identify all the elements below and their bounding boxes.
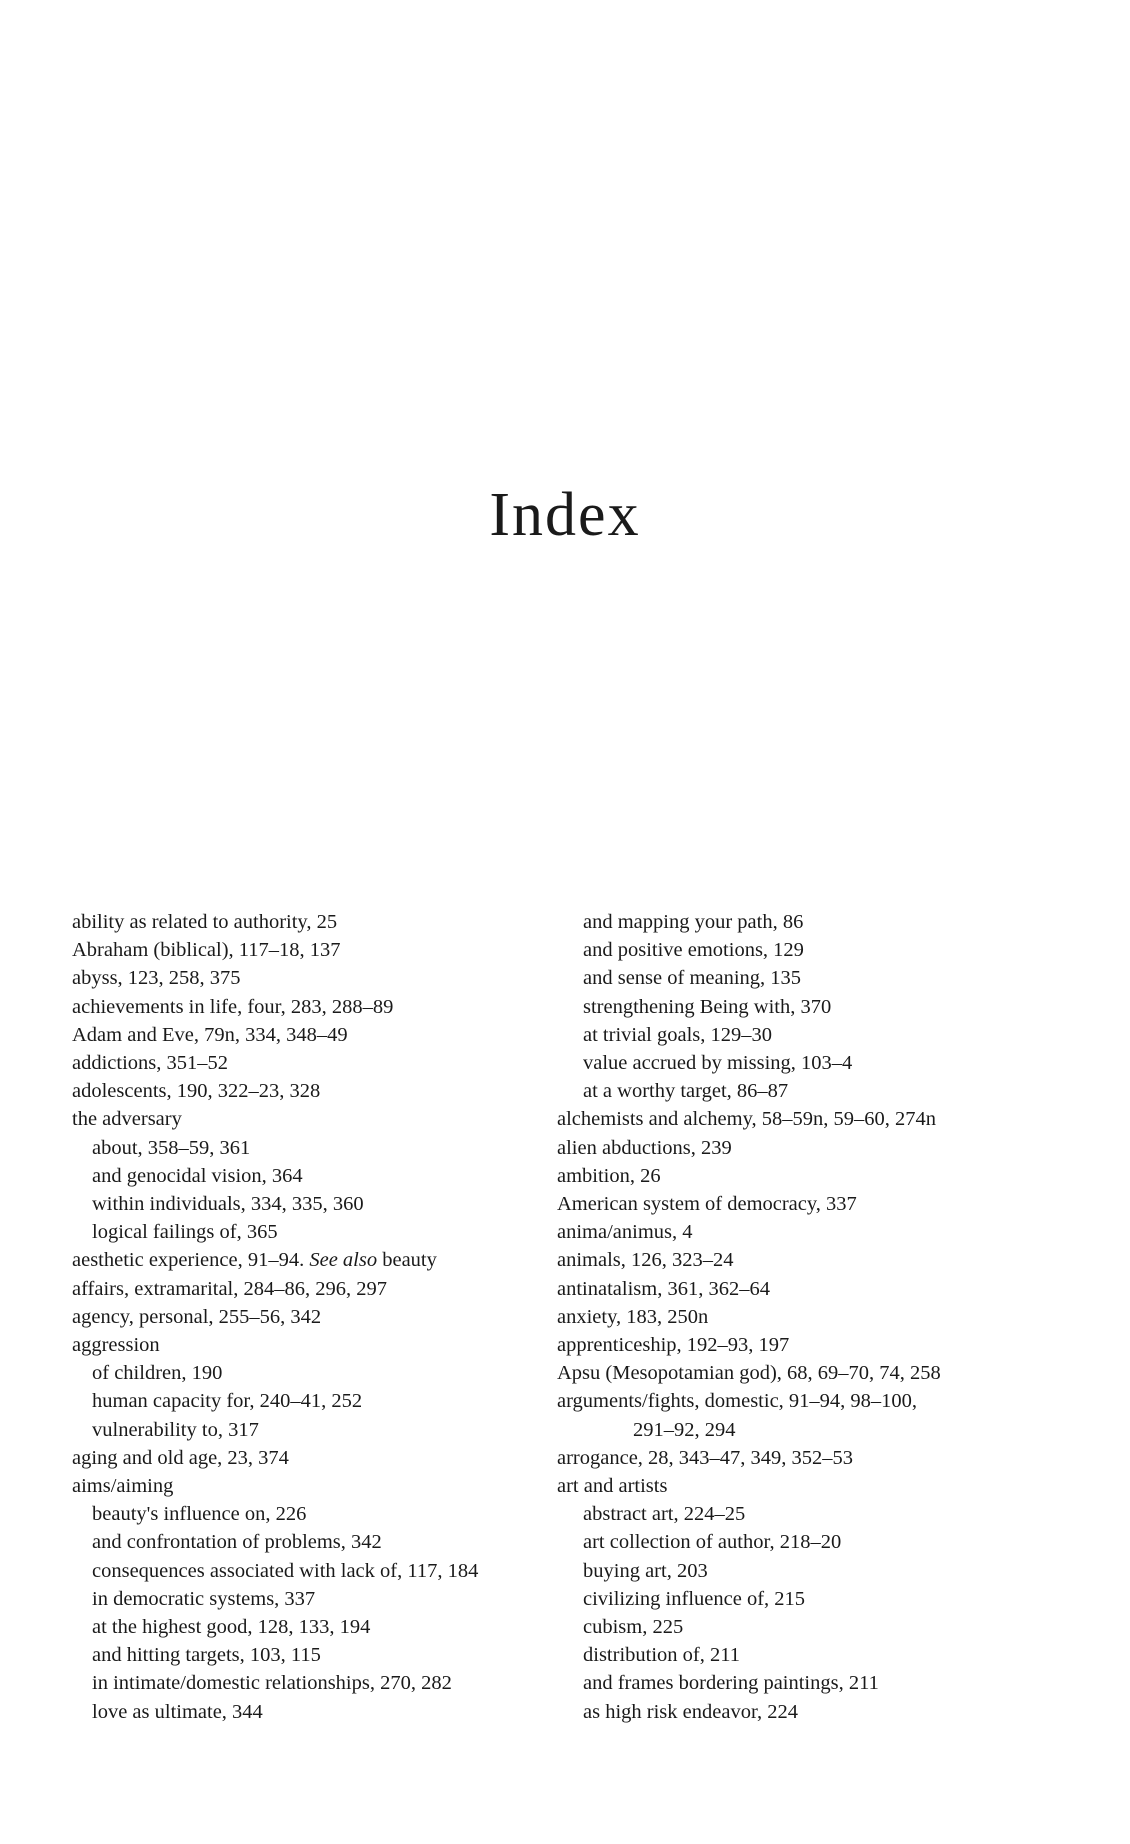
entry-text: arguments/fights, domestic, 91–94, 98–100, (557, 1390, 918, 1413)
entry-text: adolescents, 190, 322–23, 328 (72, 1080, 321, 1103)
see-also-target: beauty (382, 1249, 437, 1272)
entry-text: anima/animus, 4 (557, 1221, 693, 1244)
index-subentry (557, 936, 1057, 964)
index-subentry (557, 964, 1057, 992)
index-column-left (72, 908, 542, 1726)
index-subentry (557, 1528, 1057, 1556)
index-entry (557, 1275, 1057, 1303)
index-entry (72, 1444, 542, 1472)
entry-text: ambition, 26 (557, 1164, 661, 1187)
entry-text: and genocidal vision, 364 (92, 1164, 303, 1187)
index-entry (557, 1105, 1057, 1133)
index-entry (557, 1246, 1057, 1274)
index-entry (72, 1472, 542, 1500)
entry-text: buying art, 203 (583, 1559, 708, 1582)
entry-text: of children, 190 (92, 1362, 223, 1385)
index-entry (72, 1021, 542, 1049)
index-column-right (557, 908, 1057, 1726)
entry-text: beauty's influence on, 226 (92, 1503, 307, 1526)
index-subentry (557, 1077, 1057, 1105)
entry-text: in intimate/domestic relationships, 270, 282 (92, 1672, 452, 1695)
index-subentry (557, 1613, 1057, 1641)
index-subentry (72, 1416, 542, 1444)
index-entry (557, 1359, 1057, 1387)
index-subentry (72, 1190, 542, 1218)
index-entry (72, 1246, 542, 1274)
entry-text: in democratic systems, 337 (92, 1587, 316, 1610)
entry-text: Adam and Eve, 79n, 334, 348–49 (72, 1023, 348, 1046)
entry-text: addictions, 351–52 (72, 1052, 229, 1075)
entry-text: alchemists and alchemy, 58–59n, 59–60, 274n (557, 1108, 936, 1131)
index-subentry (557, 993, 1057, 1021)
entry-text: apprenticeship, 192–93, 197 (557, 1334, 790, 1357)
entry-text: animals, 126, 323–24 (557, 1249, 734, 1272)
index-subentry (557, 1500, 1057, 1528)
entry-text: aims/aiming (72, 1475, 174, 1498)
index-subentry (72, 1585, 542, 1613)
index-subentry (72, 1500, 542, 1528)
entry-text: and hitting targets, 103, 115 (92, 1644, 321, 1667)
index-entry (72, 1331, 542, 1359)
entry-text: about, 358–59, 361 (92, 1136, 251, 1159)
entry-text: love as ultimate, 344 (92, 1700, 263, 1723)
index-subentry (557, 1049, 1057, 1077)
index-subentry (72, 1669, 542, 1697)
index-entry (72, 936, 542, 964)
entry-text: abstract art, 224–25 (583, 1503, 746, 1526)
entry-text: abyss, 123, 258, 375 (72, 967, 241, 990)
entry-text: at the highest good, 128, 133, 194 (92, 1616, 371, 1639)
entry-text: strengthening Being with, 370 (583, 995, 832, 1018)
entry-text: as high risk endeavor, 224 (583, 1700, 798, 1723)
index-entry (557, 1162, 1057, 1190)
entry-text: cubism, 225 (583, 1616, 684, 1639)
entry-text: and frames bordering paintings, 211 (583, 1672, 879, 1695)
index-entry (72, 1077, 542, 1105)
index-entry (557, 1190, 1057, 1218)
entry-text: aesthetic experience, 91–94. (72, 1249, 305, 1272)
index-entry (72, 1303, 542, 1331)
entry-text: achievements in life, four, 283, 288–89 (72, 995, 394, 1018)
entry-text: Abraham (biblical), 117–18, 137 (72, 939, 341, 962)
entry-text: distribution of, 211 (583, 1644, 740, 1667)
entry-text: Apsu (Mesopotamian god), 68, 69–70, 74, 258 (557, 1362, 941, 1385)
entry-text: aging and old age, 23, 374 (72, 1446, 289, 1469)
index-entry (557, 1331, 1057, 1359)
index-subentry (72, 1218, 542, 1246)
index-entry (72, 908, 542, 936)
entry-text: consequences associated with lack of, 117, 184 (92, 1559, 479, 1582)
page-title: Index (489, 481, 641, 549)
entry-text: art and artists (557, 1475, 668, 1498)
index-subentry (557, 1698, 1057, 1726)
entry-text: and positive emotions, 129 (583, 939, 804, 962)
index-subentry (557, 1669, 1057, 1697)
entry-text: affairs, extramarital, 284–86, 296, 297 (72, 1277, 388, 1300)
entry-text: at trivial goals, 129–30 (583, 1023, 773, 1046)
index-subentry (72, 1528, 542, 1556)
index-entry (72, 1105, 542, 1133)
index-entry (72, 964, 542, 992)
entry-text: arrogance, 28, 343–47, 349, 352–53 (557, 1446, 854, 1469)
index-subentry (72, 1557, 542, 1585)
index-entry (557, 1387, 1057, 1415)
entry-text: vulnerability to, 317 (92, 1418, 259, 1441)
entry-text: logical failings of, 365 (92, 1221, 278, 1244)
entry-text: at a worthy target, 86–87 (583, 1080, 789, 1103)
index-subentry (72, 1698, 542, 1726)
entry-text: antinatalism, 361, 362–64 (557, 1277, 770, 1300)
entry-text: value accrued by missing, 103–4 (583, 1052, 853, 1075)
see-also-label: See also (309, 1249, 378, 1272)
entry-text: within individuals, 334, 335, 360 (92, 1193, 364, 1216)
index-subentry (557, 1416, 1057, 1444)
index-subentry (72, 1613, 542, 1641)
entry-text: civilizing influence of, 215 (583, 1587, 806, 1610)
index-entry (557, 1444, 1057, 1472)
index-subentry (72, 1162, 542, 1190)
index-entry (72, 1275, 542, 1303)
entry-text: agency, personal, 255–56, 342 (72, 1305, 322, 1328)
index-entry (72, 993, 542, 1021)
entry-text: and confrontation of problems, 342 (92, 1531, 382, 1554)
index-subentry (557, 1021, 1057, 1049)
index-subentry (557, 1557, 1057, 1585)
index-entry (557, 1134, 1057, 1162)
entry-text: human capacity for, 240–41, 252 (92, 1390, 363, 1413)
entry-text: American system of democracy, 337 (557, 1193, 857, 1216)
entry-text: and mapping your path, 86 (583, 911, 804, 933)
index-entry (557, 1303, 1057, 1331)
entry-text: art collection of author, 218–20 (583, 1531, 842, 1554)
entry-text: ability as related to authority, 25 (72, 911, 338, 933)
index-entry (557, 1472, 1057, 1500)
index-subentry (557, 1641, 1057, 1669)
entry-text: 291–92, 294 (633, 1418, 736, 1441)
index-entry (72, 1049, 542, 1077)
index-subentry (72, 1359, 542, 1387)
index-subentry (557, 908, 1057, 936)
index-subentry (72, 1387, 542, 1415)
index-subentry (557, 1585, 1057, 1613)
entry-text: anxiety, 183, 250n (557, 1305, 709, 1328)
entry-text: alien abductions, 239 (557, 1136, 732, 1159)
index-entry (557, 1218, 1057, 1246)
entry-text: aggression (72, 1334, 160, 1357)
index-subentry (72, 1134, 542, 1162)
entry-text: the adversary (72, 1108, 182, 1131)
entry-text: and sense of meaning, 135 (583, 967, 802, 990)
index-subentry (72, 1641, 542, 1669)
